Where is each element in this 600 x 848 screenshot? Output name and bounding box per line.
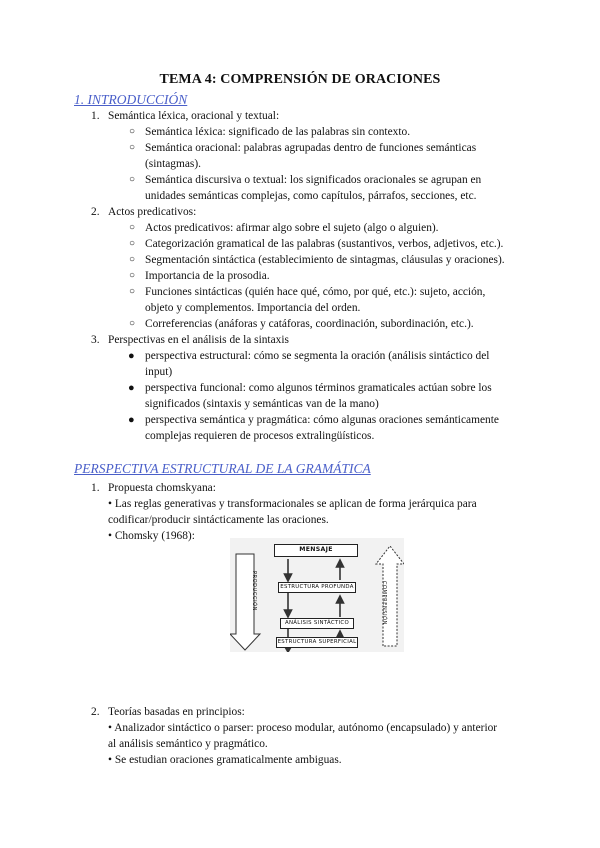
list-item-label: Perspectivas en el análisis de la sintaxis	[108, 334, 289, 346]
circle-bullet-icon: ○	[129, 318, 136, 329]
list-number: 1.	[91, 110, 100, 122]
paragraph-line: al análisis semántico y pragmático.	[108, 738, 268, 750]
chomsky-diagram	[230, 538, 404, 652]
list-number: 2.	[91, 206, 100, 218]
filled-bullet-icon: ●	[128, 414, 135, 426]
circle-bullet-icon: ○	[129, 238, 136, 249]
list-item-label: Teorías basadas en principios:	[108, 706, 245, 718]
list-item-label: Propuesta chomskyana:	[108, 482, 216, 494]
circle-bullet-icon: ○	[129, 286, 136, 297]
sub-item-line: (sintagmas).	[145, 158, 201, 170]
sub-item-line: Categorización gramatical de las palabras (sustantivos, verbos, adjetivos, etc.).	[145, 238, 504, 250]
paragraph-line: • Chomsky (1968):	[108, 530, 195, 542]
diagram-box-estructura-profunda: ESTRUCTURA PROFUNDA	[278, 582, 356, 593]
diagram-box-estructura-superficial: ESTRUCTURA SUPERFICIAL	[276, 637, 358, 648]
sub-item-line: unidades semánticas complejas, como capítulos, párrafos, secciones, etc.	[145, 190, 477, 202]
sub-item-line: Segmentación sintáctica (establecimiento de sintagmas, cláusulas y oraciones).	[145, 254, 505, 266]
sub-item-line: objeto y complementos. Importancia del orden.	[145, 302, 361, 314]
sub-item-line: Semántica léxica: significado de las palabras sin contexto.	[145, 126, 411, 138]
production-label: PRODUCCIÓN	[251, 570, 258, 612]
diagram-box-mensaje: MENSAJE	[274, 544, 358, 557]
paragraph-line: • Se estudian oraciones gramaticalmente ambiguas.	[108, 754, 342, 766]
paragraph-line: • Las reglas generativas y transformacionales se aplican de forma jerárquica para	[108, 498, 477, 510]
sub-item-line: Funciones sintácticas (quién hace qué, cómo, por qué, etc.): sujeto, acción,	[145, 286, 486, 298]
circle-bullet-icon: ○	[129, 126, 136, 137]
paragraph-line: • Analizador sintáctico o parser: proceso modular, autónomo (encapsulado) y anterior	[108, 722, 498, 734]
section-heading-perspectiva-estructural: PERSPECTIVA ESTRUCTURAL DE LA GRAMÁTICA	[74, 461, 371, 476]
document-title: TEMA 4: COMPRENSIÓN DE ORACIONES	[159, 72, 441, 87]
list-number: 1.	[91, 482, 100, 494]
diagram-box-analisis-sintactico: ANÁLISIS SINTÁCTICO	[280, 618, 354, 629]
sub-item-line: Actos predicativos: afirmar algo sobre el sujeto (algo o alguien).	[145, 222, 439, 234]
circle-bullet-icon: ○	[129, 222, 136, 233]
filled-bullet-icon: ●	[128, 350, 135, 362]
sub-item-line: perspectiva estructural: cómo se segmenta la oración (análisis sintáctico del	[145, 350, 490, 362]
sub-item-line: significados (sintaxis y semánticas van de la mano)	[145, 398, 379, 410]
list-number: 3.	[91, 334, 100, 346]
paragraph-line: codificar/producir sintácticamente las oraciones.	[108, 514, 329, 526]
sub-item-line: input)	[145, 366, 173, 378]
section-heading-introduccion: 1. INTRODUCCIÓN	[74, 92, 188, 107]
circle-bullet-icon: ○	[129, 270, 136, 281]
comprehension-label: COMPRENSIÓN	[381, 580, 388, 626]
sub-item-line: Semántica oracional: palabras agrupadas dentro de funciones semánticas	[145, 142, 477, 154]
filled-bullet-icon: ●	[128, 382, 135, 394]
list-item-label: Actos predicativos:	[108, 206, 197, 218]
circle-bullet-icon: ○	[129, 174, 136, 185]
sub-item-line: Importancia de la prosodia.	[145, 270, 270, 282]
sub-item-line: Correferencias (anáforas y catáforas, coordinación, subordinación, etc.).	[145, 318, 474, 330]
sub-item-line: perspectiva semántica y pragmática: cómo algunas oraciones semánticamente	[145, 414, 499, 426]
list-item-label: Semántica léxica, oracional y textual:	[108, 110, 280, 122]
sub-item-line: perspectiva funcional: como algunos términos gramaticales actúan sobre los	[145, 382, 492, 394]
list-number: 2.	[91, 706, 100, 718]
circle-bullet-icon: ○	[129, 142, 136, 153]
circle-bullet-icon: ○	[129, 254, 136, 265]
sub-item-line: complejas requieren de procesos extralingüísticos.	[145, 430, 375, 442]
sub-item-line: Semántica discursiva o textual: los significados oracionales se agrupan en	[145, 174, 482, 186]
